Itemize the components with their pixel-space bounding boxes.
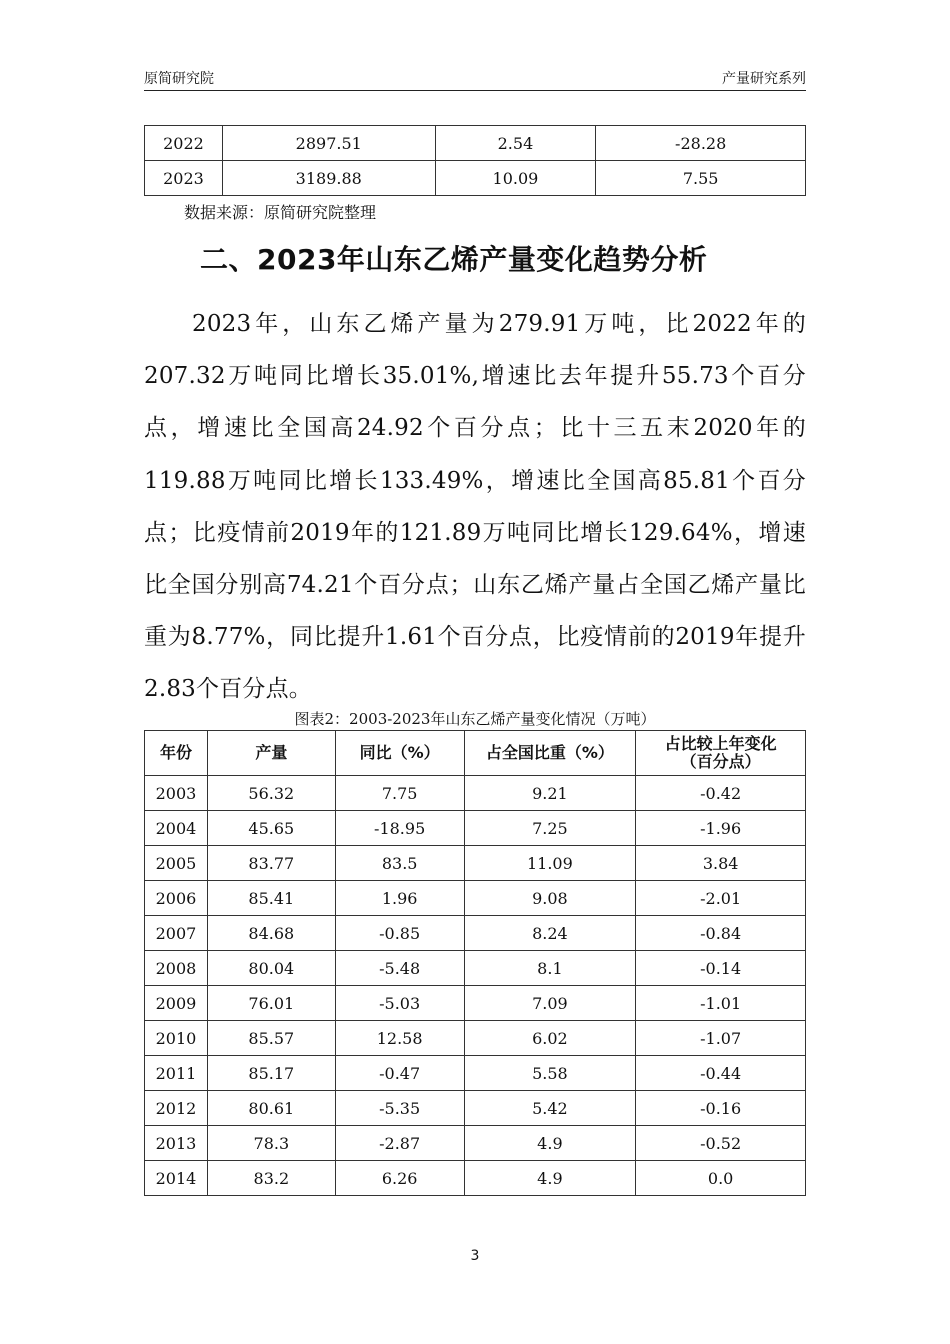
share-cell: 4.9 <box>464 1161 636 1196</box>
year-cell: 2011 <box>145 1056 208 1091</box>
year-cell: 2006 <box>145 881 208 916</box>
yoy-cell: -5.03 <box>335 986 464 1021</box>
output-cell: 85.41 <box>207 881 335 916</box>
header-share-change <box>636 731 806 776</box>
year-cell: 2005 <box>145 846 208 881</box>
yoy-cell: -2.87 <box>335 1126 464 1161</box>
analysis-paragraph-text: 2023年，山东乙烯产量为279.91万吨，比2022年的207.32万吨同比增长35.01%,增速比去年提升55.73个百分点，增速比全国高24.92个百分点；比十三五末2020年的119.88万吨同比增长133.49%，增速比全国高85.81个百分点；比疫情前2019年的121.89万吨同比增长129.64%，增速比全国分别高74.21个百分点；山东乙烯产量占全国乙烯产量比重为8.77%，同比提升1.61个百分点，比疫情前的2019年提升2.83个百分点。 <box>144 311 806 703</box>
table-row <box>145 811 806 846</box>
share-change-cell: -1.01 <box>636 986 806 1021</box>
header-series-name: 产量研究系列 <box>722 71 806 87</box>
share-cell: 9.21 <box>464 776 636 811</box>
share-change-cell: 0.0 <box>636 1161 806 1196</box>
table-row <box>145 846 806 881</box>
output-cell: 2897.51 <box>222 126 435 161</box>
output-cell: 3189.88 <box>222 161 435 196</box>
table-row <box>145 1021 806 1056</box>
share-cell: -28.28 <box>596 126 806 161</box>
header-org-name: 原简研究院 <box>144 71 214 87</box>
table-row <box>145 126 806 161</box>
output-cell: 84.68 <box>207 916 335 951</box>
share-change-cell: -0.42 <box>636 776 806 811</box>
data-source-note: 数据来源：原简研究院整理 <box>184 203 377 222</box>
table-row <box>145 1161 806 1196</box>
share-change-cell: -0.44 <box>636 1056 806 1091</box>
output-cell: 85.57 <box>207 1021 335 1056</box>
year-cell: 2004 <box>145 811 208 846</box>
header-national-share: 占全国比重（%） <box>464 731 636 776</box>
share-cell: 6.02 <box>464 1021 636 1056</box>
header-yoy: 同比（%） <box>335 731 464 776</box>
yoy-cell: 2.54 <box>435 126 596 161</box>
share-change-cell: -2.01 <box>636 881 806 916</box>
yoy-cell: 12.58 <box>335 1021 464 1056</box>
table-row <box>145 1091 806 1126</box>
year-cell: 2022 <box>145 126 223 161</box>
header-share-change-line1: 占比较上年变化 <box>664 734 777 753</box>
share-cell: 7.25 <box>464 811 636 846</box>
output-cell: 85.17 <box>207 1056 335 1091</box>
yoy-cell: -5.48 <box>335 951 464 986</box>
yoy-cell: -0.85 <box>335 916 464 951</box>
share-change-cell: 3.84 <box>636 846 806 881</box>
table-header-row <box>145 731 806 776</box>
output-cell: 83.2 <box>207 1161 335 1196</box>
yoy-cell: 1.96 <box>335 881 464 916</box>
table-row <box>145 916 806 951</box>
share-cell: 11.09 <box>464 846 636 881</box>
table-row <box>145 986 806 1021</box>
share-change-cell: -0.14 <box>636 951 806 986</box>
table-row <box>145 951 806 986</box>
share-change-cell: -1.07 <box>636 1021 806 1056</box>
output-cell: 45.65 <box>207 811 335 846</box>
output-cell: 80.61 <box>207 1091 335 1126</box>
header-output: 产量 <box>207 731 335 776</box>
header-year: 年份 <box>145 731 208 776</box>
output-cell: 78.3 <box>207 1126 335 1161</box>
output-cell: 83.77 <box>207 846 335 881</box>
output-cell: 76.01 <box>207 986 335 1021</box>
share-cell: 4.9 <box>464 1126 636 1161</box>
share-cell: 7.09 <box>464 986 636 1021</box>
table-row <box>145 881 806 916</box>
year-cell: 2012 <box>145 1091 208 1126</box>
share-change-cell: -0.52 <box>636 1126 806 1161</box>
yoy-cell: -0.47 <box>335 1056 464 1091</box>
production-table-continued <box>144 125 806 196</box>
yoy-cell: 83.5 <box>335 846 464 881</box>
table-row <box>145 1126 806 1161</box>
year-cell: 2010 <box>145 1021 208 1056</box>
share-cell: 7.55 <box>596 161 806 196</box>
yoy-cell: 6.26 <box>335 1161 464 1196</box>
table-row <box>145 776 806 811</box>
year-cell: 2009 <box>145 986 208 1021</box>
table-row <box>145 1056 806 1091</box>
year-cell: 2013 <box>145 1126 208 1161</box>
yoy-cell: -18.95 <box>335 811 464 846</box>
year-cell: 2014 <box>145 1161 208 1196</box>
section-title: 二、2023年山东乙烯产量变化趋势分析 <box>200 243 708 276</box>
year-cell: 2003 <box>145 776 208 811</box>
share-cell: 5.42 <box>464 1091 636 1126</box>
year-cell: 2008 <box>145 951 208 986</box>
share-cell: 8.24 <box>464 916 636 951</box>
output-cell: 56.32 <box>207 776 335 811</box>
share-change-cell: -1.96 <box>636 811 806 846</box>
share-change-cell: -0.84 <box>636 916 806 951</box>
output-cell: 80.04 <box>207 951 335 986</box>
yoy-cell: -5.35 <box>335 1091 464 1126</box>
year-cell: 2023 <box>145 161 223 196</box>
share-cell: 9.08 <box>464 881 636 916</box>
table-row <box>145 161 806 196</box>
share-cell: 8.1 <box>464 951 636 986</box>
share-cell: 5.58 <box>464 1056 636 1091</box>
header-share-change-line2: （百分点） <box>680 752 761 771</box>
page-number: 3 <box>470 1248 480 1264</box>
analysis-paragraph <box>144 298 806 716</box>
yoy-cell: 7.75 <box>335 776 464 811</box>
year-cell: 2007 <box>145 916 208 951</box>
share-change-cell: -0.16 <box>636 1091 806 1126</box>
table-caption: 图表2：2003-2023年山东乙烯产量变化情况（万吨） <box>294 710 656 728</box>
yoy-cell: 10.09 <box>435 161 596 196</box>
page-header <box>144 64 806 91</box>
shandong-ethylene-production-table <box>144 730 806 1196</box>
